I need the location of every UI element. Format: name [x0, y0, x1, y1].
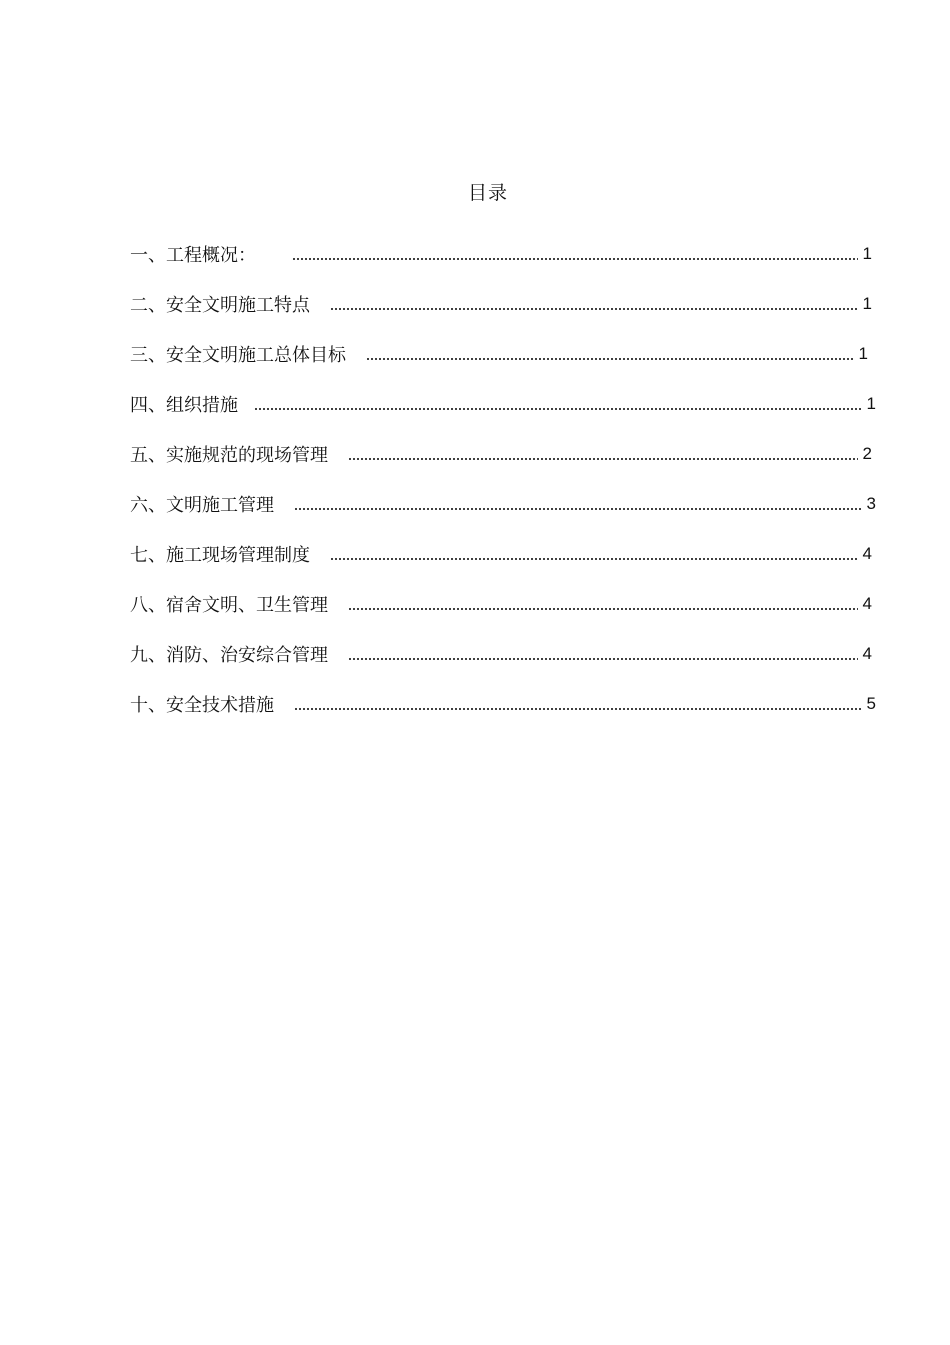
toc-dot-leader: [348, 608, 858, 610]
toc-entry: [130, 329, 868, 379]
toc-entry-label: 九、消防、治安综合管理: [130, 645, 328, 666]
toc-entry-page: 1: [862, 244, 872, 263]
toc-entry: [130, 479, 876, 529]
toc-entry-label: 二、安全文明施工特点: [130, 295, 310, 316]
toc-entry-page: 1: [866, 394, 876, 413]
toc-dot-leader: [294, 708, 862, 710]
toc-dot-leader: [348, 458, 858, 460]
toc-entry-page: 1: [862, 294, 872, 313]
toc-entry-label: 七、施工现场管理制度: [130, 545, 310, 566]
toc-entry-label: 十、安全技术措施: [130, 695, 274, 716]
toc-entry: [130, 529, 872, 579]
toc-entry-page: 1: [858, 344, 868, 363]
toc-entry-page: 5: [866, 694, 876, 713]
toc-dot-leader: [366, 358, 854, 360]
toc-entry: [130, 579, 872, 629]
toc-dot-leader: [330, 558, 858, 560]
toc-entry-page: 2: [862, 444, 872, 463]
toc-entry: [130, 679, 876, 729]
toc-dot-leader: [330, 308, 858, 310]
toc-entry-label: 三、安全文明施工总体目标: [130, 345, 346, 366]
toc-entry: [130, 429, 872, 479]
toc-dot-leader: [292, 258, 858, 260]
toc-entry-page: 4: [862, 644, 872, 663]
toc-entry: [130, 229, 872, 279]
toc-entry-label: 八、宿舍文明、卫生管理: [130, 595, 328, 616]
toc-title: 目录: [467, 182, 508, 204]
toc-entry: [130, 279, 872, 329]
toc-dot-leader: [348, 658, 858, 660]
toc-entry-label: 五、实施规范的现场管理: [130, 445, 328, 466]
toc-entry-page: 4: [862, 544, 872, 563]
toc-entry-page: 3: [866, 494, 876, 513]
toc-entry-label: 一、工程概况：: [130, 245, 256, 266]
toc-entry-label: 四、组织措施: [130, 395, 238, 416]
toc-dot-leader: [254, 408, 862, 410]
toc-entry-label: 六、文明施工管理: [130, 495, 274, 516]
toc-list: [130, 229, 876, 729]
toc-entry: [130, 379, 876, 429]
toc-entry-page: 4: [862, 594, 872, 613]
toc-entry: [130, 629, 872, 679]
toc-dot-leader: [294, 508, 862, 510]
